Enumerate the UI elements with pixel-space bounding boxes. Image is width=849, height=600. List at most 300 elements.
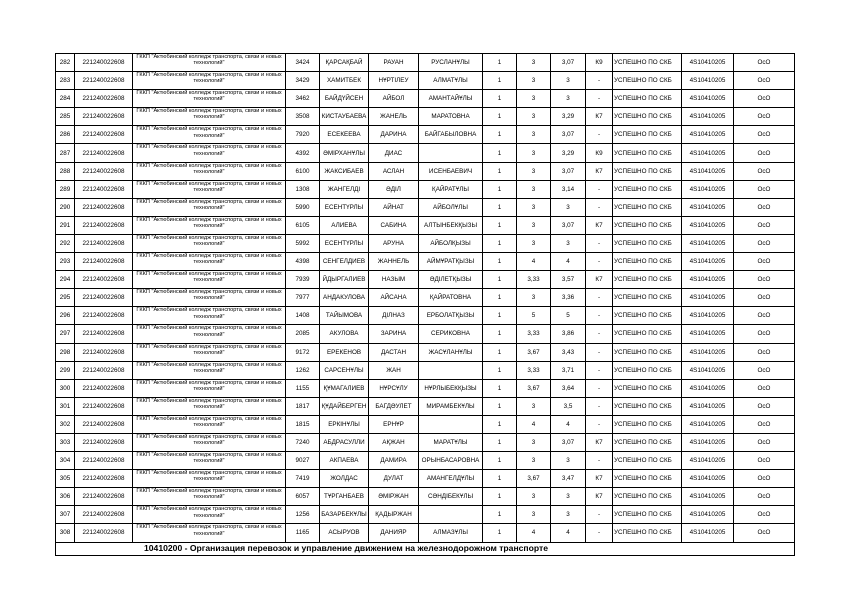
average-score-cell: 3,86	[551, 325, 586, 343]
qualification-code-cell: 4S10410205	[682, 343, 734, 361]
qualification-code-cell: 4S10410205	[682, 289, 734, 307]
surname-cell: ЕСЕКЕЕВА	[320, 126, 369, 144]
average-score-cell: 3,07	[551, 54, 586, 72]
average-score-cell: 4	[551, 524, 586, 542]
attempt-count-cell: 1	[483, 198, 517, 216]
attempt-count-cell: 1	[483, 452, 517, 470]
attempt-count-cell: 1	[483, 180, 517, 198]
row-number-cell: 292	[56, 234, 75, 252]
table-row	[56, 180, 795, 198]
applicant-code-cell: 3429	[286, 72, 320, 90]
result-status-cell: УСПЕШНО ПО СКБ	[613, 253, 682, 271]
patronymic-cell: СЕРИКОВНА	[419, 325, 483, 343]
study-form-cell: ОсО	[734, 452, 795, 470]
table-row	[56, 144, 795, 162]
college-id-cell: 221240022608	[75, 343, 133, 361]
patronymic-cell: МИРАМБЕКҰЛЫ	[419, 397, 483, 415]
study-form-cell: ОсО	[734, 488, 795, 506]
attempt-count-cell: 1	[483, 325, 517, 343]
result-status-cell: УСПЕШНО ПО СКБ	[613, 162, 682, 180]
category-cell: -	[586, 343, 613, 361]
result-status-cell: УСПЕШНО ПО СКБ	[613, 216, 682, 234]
score-cell: 3	[517, 452, 551, 470]
first-name-cell: РАУАН	[369, 54, 419, 72]
score-cell: 3,33	[517, 361, 551, 379]
attempt-count-cell: 1	[483, 289, 517, 307]
qualification-code-cell: 4S10410205	[682, 307, 734, 325]
result-status-cell: УСПЕШНО ПО СКБ	[613, 415, 682, 433]
attempt-count-cell: 1	[483, 361, 517, 379]
result-status-cell: УСПЕШНО ПО СКБ	[613, 307, 682, 325]
row-number-cell: 307	[56, 506, 75, 524]
average-score-cell: 4	[551, 253, 586, 271]
row-number-cell: 298	[56, 343, 75, 361]
patronymic-cell: ОРЫНБАСАРОВНА	[419, 452, 483, 470]
first-name-cell: ДИАС	[369, 144, 419, 162]
attempt-count-cell: 1	[483, 433, 517, 451]
score-cell: 3	[517, 180, 551, 198]
college-id-cell: 221240022608	[75, 126, 133, 144]
score-cell: 3,33	[517, 325, 551, 343]
category-cell: К7	[586, 433, 613, 451]
result-status-cell: УСПЕШНО ПО СКБ	[613, 126, 682, 144]
college-id-cell: 221240022608	[75, 72, 133, 90]
college-id-cell: 221240022608	[75, 433, 133, 451]
patronymic-cell: АЙБОЛҰЛЫ	[419, 198, 483, 216]
college-id-cell: 221240022608	[75, 108, 133, 126]
college-id-cell: 221240022608	[75, 216, 133, 234]
applicant-code-cell: 7920	[286, 126, 320, 144]
row-number-cell: 299	[56, 361, 75, 379]
college-name-cell: ГККП "Актюбинский колледж транспорта, связи и новых технологий"	[133, 144, 286, 162]
study-form-cell: ОсО	[734, 343, 795, 361]
attempt-count-cell: 1	[483, 108, 517, 126]
row-number-cell: 297	[56, 325, 75, 343]
patronymic-cell	[419, 361, 483, 379]
table-row	[56, 271, 795, 289]
surname-cell: АСЫРУОВ	[320, 524, 369, 542]
first-name-cell: ЕРНҰР	[369, 415, 419, 433]
patronymic-cell: ЕРБОЛАТҚЫЗЫ	[419, 307, 483, 325]
college-name-cell: ГККП "Актюбинский колледж транспорта, связи и новых технологий"	[133, 126, 286, 144]
study-form-cell: ОсО	[734, 162, 795, 180]
average-score-cell: 3	[551, 198, 586, 216]
study-form-cell: ОсО	[734, 234, 795, 252]
college-name-cell: ГККП "Актюбинский колледж транспорта, связи и новых технологий"	[133, 379, 286, 397]
average-score-cell: 3,64	[551, 379, 586, 397]
surname-cell: ТҰРГАНБАЕВ	[320, 488, 369, 506]
college-name-cell: ГККП "Актюбинский колледж транспорта, связи и новых технологий"	[133, 54, 286, 72]
qualification-code-cell: 4S10410205	[682, 253, 734, 271]
category-cell: К9	[586, 54, 613, 72]
applicant-code-cell: 3508	[286, 108, 320, 126]
college-name-cell: ГККП "Актюбинский колледж транспорта, связи и новых технологий"	[133, 162, 286, 180]
surname-cell: САРСЕНҰЛЫ	[320, 361, 369, 379]
qualification-code-cell: 4S10410205	[682, 488, 734, 506]
result-status-cell: УСПЕШНО ПО СКБ	[613, 271, 682, 289]
category-cell: -	[586, 452, 613, 470]
qualification-code-cell: 4S10410205	[682, 54, 734, 72]
first-name-cell: САБИНА	[369, 216, 419, 234]
applicant-code-cell: 7977	[286, 289, 320, 307]
surname-cell: ЕРЕКЕНОВ	[320, 343, 369, 361]
surname-cell: ӘМІРХАНҰЛЫ	[320, 144, 369, 162]
study-form-cell: ОсО	[734, 524, 795, 542]
table-body	[56, 54, 795, 543]
surname-cell: ХАМИТБЕК	[320, 72, 369, 90]
patronymic-cell: ИСЕНБАЕВИЧ	[419, 162, 483, 180]
average-score-cell: 3,07	[551, 126, 586, 144]
average-score-cell: 3,57	[551, 271, 586, 289]
college-name-cell: ГККП "Актюбинский колледж транспорта, связи и новых технологий"	[133, 271, 286, 289]
college-name-cell: ГККП "Актюбинский колледж транспорта, связи и новых технологий"	[133, 72, 286, 90]
qualification-code-cell: 4S10410205	[682, 361, 734, 379]
college-name-cell: ГККП "Актюбинский колледж транспорта, связи и новых технологий"	[133, 415, 286, 433]
first-name-cell: НҰРСҰЛУ	[369, 379, 419, 397]
average-score-cell: 3,47	[551, 470, 586, 488]
college-id-cell: 221240022608	[75, 162, 133, 180]
table-row	[56, 126, 795, 144]
qualification-code-cell: 4S10410205	[682, 216, 734, 234]
applicant-code-cell: 6100	[286, 162, 320, 180]
row-number-cell: 305	[56, 470, 75, 488]
attempt-count-cell: 1	[483, 271, 517, 289]
study-form-cell: ОсО	[734, 216, 795, 234]
surname-cell: КИСТАУБАЕВА	[320, 108, 369, 126]
table-row	[56, 433, 795, 451]
average-score-cell: 3	[551, 506, 586, 524]
surname-cell: ЕСЕНТҮРЛЫ	[320, 198, 369, 216]
surname-cell: БАЗАРБЕКҰЛЫ	[320, 506, 369, 524]
applicant-code-cell: 7419	[286, 470, 320, 488]
table-row	[56, 253, 795, 271]
row-number-cell: 295	[56, 289, 75, 307]
study-form-cell: ОсО	[734, 253, 795, 271]
average-score-cell: 5	[551, 307, 586, 325]
college-name-cell: ГККП "Актюбинский колледж транспорта, связи и новых технологий"	[133, 198, 286, 216]
attempt-count-cell: 1	[483, 54, 517, 72]
patronymic-cell: БАЙГАБЫЛОВНА	[419, 126, 483, 144]
specialty-footer: 10410200 - Организация перевозок и управление движением на железнодорожном транспорте	[56, 542, 795, 555]
results-table	[55, 53, 795, 556]
table-row	[56, 325, 795, 343]
college-name-cell: ГККП "Актюбинский колледж транспорта, связи и новых технологий"	[133, 180, 286, 198]
study-form-cell: ОсО	[734, 54, 795, 72]
qualification-code-cell: 4S10410205	[682, 271, 734, 289]
row-number-cell: 285	[56, 108, 75, 126]
table-row	[56, 54, 795, 72]
row-number-cell: 303	[56, 433, 75, 451]
table-row	[56, 415, 795, 433]
table-row	[56, 506, 795, 524]
result-status-cell: УСПЕШНО ПО СКБ	[613, 506, 682, 524]
study-form-cell: ОсО	[734, 180, 795, 198]
first-name-cell: ӘМІРЖАН	[369, 488, 419, 506]
study-form-cell: ОсО	[734, 361, 795, 379]
row-number-cell: 286	[56, 126, 75, 144]
score-cell: 3	[517, 488, 551, 506]
study-form-cell: ОсО	[734, 506, 795, 524]
result-status-cell: УСПЕШНО ПО СКБ	[613, 325, 682, 343]
average-score-cell: 3	[551, 452, 586, 470]
study-form-cell: ОсО	[734, 433, 795, 451]
surname-cell: БАЙДҮЙСЕН	[320, 90, 369, 108]
table-row	[56, 307, 795, 325]
row-number-cell: 301	[56, 397, 75, 415]
result-status-cell: УСПЕШНО ПО СКБ	[613, 180, 682, 198]
category-cell: -	[586, 253, 613, 271]
score-cell: 3	[517, 289, 551, 307]
surname-cell: ҚАРСАҚБАЙ	[320, 54, 369, 72]
category-cell: -	[586, 325, 613, 343]
qualification-code-cell: 4S10410205	[682, 144, 734, 162]
table-row	[56, 108, 795, 126]
result-status-cell: УСПЕШНО ПО СКБ	[613, 198, 682, 216]
attempt-count-cell: 1	[483, 397, 517, 415]
surname-cell: АКПАЕВА	[320, 452, 369, 470]
average-score-cell: 3,07	[551, 162, 586, 180]
college-id-cell: 221240022608	[75, 415, 133, 433]
row-number-cell: 283	[56, 72, 75, 90]
applicant-code-cell: 1262	[286, 361, 320, 379]
average-score-cell: 3,14	[551, 180, 586, 198]
result-status-cell: УСПЕШНО ПО СКБ	[613, 234, 682, 252]
table-row	[56, 379, 795, 397]
first-name-cell: АСЛАН	[369, 162, 419, 180]
college-name-cell: ГККП "Актюбинский колледж транспорта, связи и новых технологий"	[133, 470, 286, 488]
score-cell: 3	[517, 72, 551, 90]
result-status-cell: УСПЕШНО ПО СКБ	[613, 289, 682, 307]
applicant-code-cell: 5992	[286, 234, 320, 252]
table-row	[56, 524, 795, 542]
study-form-cell: ОсО	[734, 415, 795, 433]
applicant-code-cell: 5990	[286, 198, 320, 216]
table-row	[56, 90, 795, 108]
average-score-cell: 3,29	[551, 108, 586, 126]
patronymic-cell: АЙМҰРАТҚЫЗЫ	[419, 253, 483, 271]
category-cell: -	[586, 524, 613, 542]
college-id-cell: 221240022608	[75, 470, 133, 488]
applicant-code-cell: 1817	[286, 397, 320, 415]
score-cell: 3	[517, 90, 551, 108]
college-name-cell: ГККП "Актюбинский колледж транспорта, связи и новых технологий"	[133, 90, 286, 108]
row-number-cell: 294	[56, 271, 75, 289]
attempt-count-cell: 1	[483, 307, 517, 325]
attempt-count-cell: 1	[483, 144, 517, 162]
college-id-cell: 221240022608	[75, 198, 133, 216]
table-row	[56, 72, 795, 90]
college-name-cell: ГККП "Актюбинский колледж транспорта, связи и новых технологий"	[133, 307, 286, 325]
average-score-cell: 3,07	[551, 216, 586, 234]
table-row	[56, 397, 795, 415]
score-cell: 4	[517, 415, 551, 433]
patronymic-cell: ӘДІЛЕТҚЫЗЫ	[419, 271, 483, 289]
first-name-cell: АЙБОЛ	[369, 90, 419, 108]
row-number-cell: 304	[56, 452, 75, 470]
college-name-cell: ГККП "Актюбинский колледж транспорта, связи и новых технологий"	[133, 289, 286, 307]
college-id-cell: 221240022608	[75, 325, 133, 343]
college-id-cell: 221240022608	[75, 452, 133, 470]
row-number-cell: 293	[56, 253, 75, 271]
applicant-code-cell: 7939	[286, 271, 320, 289]
college-id-cell: 221240022608	[75, 524, 133, 542]
category-cell: -	[586, 415, 613, 433]
row-number-cell: 291	[56, 216, 75, 234]
category-cell: -	[586, 307, 613, 325]
average-score-cell: 3,5	[551, 397, 586, 415]
average-score-cell: 3,71	[551, 361, 586, 379]
attempt-count-cell: 1	[483, 506, 517, 524]
first-name-cell: АҚЖАН	[369, 433, 419, 451]
study-form-cell: ОсО	[734, 397, 795, 415]
qualification-code-cell: 4S10410205	[682, 433, 734, 451]
patronymic-cell: АЛТЫНБЕКҚЫЗЫ	[419, 216, 483, 234]
row-number-cell: 302	[56, 415, 75, 433]
first-name-cell: ҚАДЫРЖАН	[369, 506, 419, 524]
college-name-cell: ГККП "Актюбинский колледж транспорта, связи и новых технологий"	[133, 506, 286, 524]
college-name-cell: ГККП "Актюбинский колледж транспорта, связи и новых технологий"	[133, 325, 286, 343]
surname-cell: АНДАКУЛОВА	[320, 289, 369, 307]
study-form-cell: ОсО	[734, 144, 795, 162]
specialty-footer-row	[56, 542, 795, 555]
qualification-code-cell: 4S10410205	[682, 415, 734, 433]
qualification-code-cell: 4S10410205	[682, 452, 734, 470]
row-number-cell: 290	[56, 198, 75, 216]
first-name-cell: ДАМИРА	[369, 452, 419, 470]
score-cell: 3	[517, 506, 551, 524]
category-cell: -	[586, 289, 613, 307]
score-cell: 5	[517, 307, 551, 325]
first-name-cell: БАГДӘУЛЕТ	[369, 397, 419, 415]
table-row	[56, 361, 795, 379]
score-cell: 3	[517, 433, 551, 451]
patronymic-cell	[419, 506, 483, 524]
result-status-cell: УСПЕШНО ПО СКБ	[613, 343, 682, 361]
qualification-code-cell: 4S10410205	[682, 397, 734, 415]
patronymic-cell: РУСЛАНҰЛЫ	[419, 54, 483, 72]
first-name-cell: АЙСАНА	[369, 289, 419, 307]
college-name-cell: ГККП "Актюбинский колледж транспорта, связи и новых технологий"	[133, 234, 286, 252]
category-cell: К7	[586, 271, 613, 289]
college-id-cell: 221240022608	[75, 180, 133, 198]
applicant-code-cell: 9027	[286, 452, 320, 470]
qualification-code-cell: 4S10410205	[682, 180, 734, 198]
patronymic-cell: АЛМАЗҰЛЫ	[419, 524, 483, 542]
college-name-cell: ГККП "Актюбинский колледж транспорта, связи и новых технологий"	[133, 361, 286, 379]
patronymic-cell: АЛМАТҰЛЫ	[419, 72, 483, 90]
attempt-count-cell: 1	[483, 415, 517, 433]
college-id-cell: 221240022608	[75, 271, 133, 289]
applicant-code-cell: 2085	[286, 325, 320, 343]
study-form-cell: ОсО	[734, 470, 795, 488]
first-name-cell: ДУЛАТ	[369, 470, 419, 488]
attempt-count-cell: 1	[483, 343, 517, 361]
study-form-cell: ОсО	[734, 307, 795, 325]
average-score-cell: 3,29	[551, 144, 586, 162]
score-cell: 3	[517, 144, 551, 162]
qualification-code-cell: 4S10410205	[682, 234, 734, 252]
result-status-cell: УСПЕШНО ПО СКБ	[613, 90, 682, 108]
college-id-cell: 221240022608	[75, 397, 133, 415]
category-cell: К7	[586, 470, 613, 488]
result-status-cell: УСПЕШНО ПО СКБ	[613, 361, 682, 379]
row-number-cell: 287	[56, 144, 75, 162]
surname-cell: ТАЙЫМОВА	[320, 307, 369, 325]
score-cell: 4	[517, 253, 551, 271]
score-cell: 3	[517, 162, 551, 180]
score-cell: 3,67	[517, 379, 551, 397]
study-form-cell: ОсО	[734, 289, 795, 307]
table-row	[56, 198, 795, 216]
college-name-cell: ГККП "Актюбинский колледж транспорта, связи и новых технологий"	[133, 253, 286, 271]
attempt-count-cell: 1	[483, 90, 517, 108]
average-score-cell: 3	[551, 234, 586, 252]
attempt-count-cell: 1	[483, 216, 517, 234]
category-cell: -	[586, 126, 613, 144]
college-id-cell: 221240022608	[75, 289, 133, 307]
study-form-cell: ОсО	[734, 379, 795, 397]
score-cell: 3	[517, 198, 551, 216]
surname-cell: АКУЛОВА	[320, 325, 369, 343]
first-name-cell: ЖАН	[369, 361, 419, 379]
applicant-code-cell: 1165	[286, 524, 320, 542]
study-form-cell: ОсО	[734, 325, 795, 343]
score-cell: 3,67	[517, 470, 551, 488]
patronymic-cell: АЙБОЛҚЫЗЫ	[419, 234, 483, 252]
category-cell: -	[586, 180, 613, 198]
patronymic-cell: АМАНГЕЛДҰЛЫ	[419, 470, 483, 488]
college-name-cell: ГККП "Актюбинский колледж транспорта, связи и новых технологий"	[133, 216, 286, 234]
surname-cell: АБДРАСУЛЛИ	[320, 433, 369, 451]
college-name-cell: ГККП "Актюбинский колледж транспорта, связи и новых технологий"	[133, 397, 286, 415]
college-id-cell: 221240022608	[75, 253, 133, 271]
results-sheet	[55, 53, 795, 556]
attempt-count-cell: 1	[483, 72, 517, 90]
patronymic-cell: ҚАЙРАТОВНА	[419, 289, 483, 307]
college-id-cell: 221240022608	[75, 144, 133, 162]
result-status-cell: УСПЕШНО ПО СКБ	[613, 397, 682, 415]
applicant-code-cell: 1308	[286, 180, 320, 198]
average-score-cell: 3,43	[551, 343, 586, 361]
table-row	[56, 470, 795, 488]
first-name-cell: ӘДІЛ	[369, 180, 419, 198]
table-row	[56, 162, 795, 180]
category-cell: К7	[586, 488, 613, 506]
surname-cell: ҚҰДАЙБЕРГЕН	[320, 397, 369, 415]
category-cell: -	[586, 379, 613, 397]
average-score-cell: 4	[551, 415, 586, 433]
patronymic-cell: МАРАТҰЛЫ	[419, 433, 483, 451]
surname-cell: ЙДЫРГАЛИЕВ	[320, 271, 369, 289]
qualification-code-cell: 4S10410205	[682, 198, 734, 216]
attempt-count-cell: 1	[483, 253, 517, 271]
row-number-cell: 296	[56, 307, 75, 325]
category-cell: -	[586, 234, 613, 252]
applicant-code-cell: 4398	[286, 253, 320, 271]
attempt-count-cell: 1	[483, 162, 517, 180]
average-score-cell: 3	[551, 90, 586, 108]
category-cell: -	[586, 361, 613, 379]
result-status-cell: УСПЕШНО ПО СКБ	[613, 108, 682, 126]
applicant-code-cell: 1815	[286, 415, 320, 433]
average-score-cell: 3	[551, 72, 586, 90]
surname-cell: ЕСЕНТҮРЛЫ	[320, 234, 369, 252]
college-id-cell: 221240022608	[75, 307, 133, 325]
qualification-code-cell: 4S10410205	[682, 524, 734, 542]
result-status-cell: УСПЕШНО ПО СКБ	[613, 470, 682, 488]
study-form-cell: ОсО	[734, 126, 795, 144]
college-name-cell: ГККП "Актюбинский колледж транспорта, связи и новых технологий"	[133, 343, 286, 361]
